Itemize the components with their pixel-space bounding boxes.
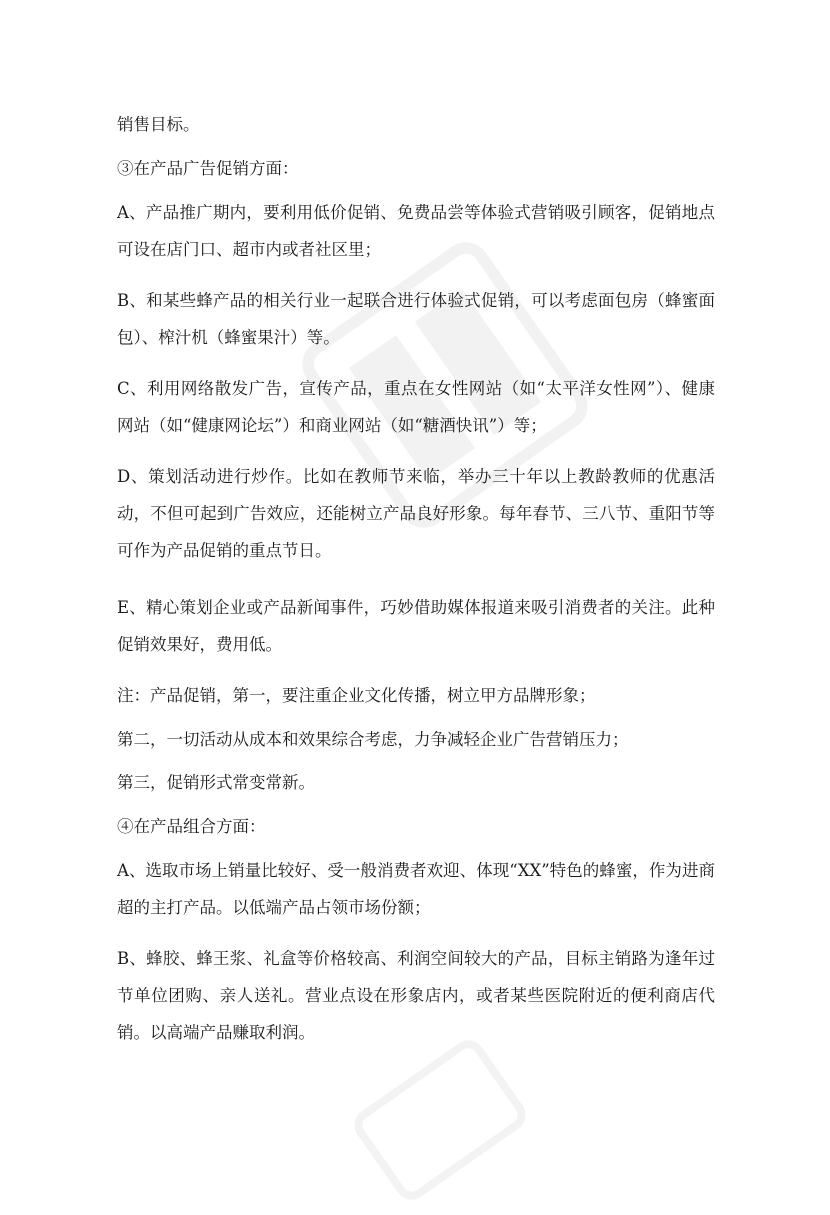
paragraph-note-third: 第三，促销形式常变常新。 (117, 773, 315, 792)
paragraph-ad-a: A、产品推广期内，要利用低价促销、免费品尝等体验式营销吸引顾客，促销地点可设在店门口、超市内或者社区里； (117, 203, 715, 259)
paragraph-ad-e: E、精心策划企业或产品新闻事件，巧妙借助媒体报道来吸引消费者的关注。此种促销效果好，费用低。 (117, 598, 715, 654)
paragraph-note-second: 第二，一切活动从成本和效果综合考虑，力争减轻企业广告营销压力； (117, 730, 629, 749)
watermark-logo-bottom (340, 1025, 540, 1215)
paragraph-note-first: 注：产品促销，第一，要注重企业文化传播，树立甲方品牌形象； (117, 686, 596, 705)
paragraph-product-mix-heading: ④在产品组合方面： (117, 817, 266, 836)
paragraph-sales-target: 销售目标。 (117, 115, 200, 134)
paragraph-ad-d: D、策划活动进行炒作。比如在教师节来临，举办三十年以上教龄教师的优惠活动，不但可起到广告效应，还能树立产品良好形象。每年春节、三八节、重阳节等可作为产品促销的重点节日。 (117, 467, 715, 560)
paragraph-mix-b: B、蜂胶、蜂王浆、礼盒等价格较高、利润空间较大的产品，目标主销路为逢年过节单位团购、亲人送礼。营业点设在形象店内，或者某些医院附近的便利商店代销。以高端产品赚取利润。 (117, 949, 715, 1042)
paragraph-ad-c: C、利用网络散发广告，宣传产品，重点在女性网站（如“太平洋女性网”）、健康网站（如“健康网论坛”）和商业网站（如“糖酒快讯”）等； (117, 379, 715, 435)
paragraph-mix-a: A、选取市场上销量比较好、受一般消费者欢迎、体现“XX”特色的蜂蜜，作为进商超的主打产品。以低端产品占领市场份额； (117, 861, 715, 917)
paragraph-ad-b: B、和某些蜂产品的相关行业一起联合进行体验式促销，可以考虑面包房（蜂蜜面包）、榨汁机（蜂蜜果汁）等。 (117, 291, 715, 347)
paragraph-ad-promotion-heading: ③在产品广告促销方面： (117, 159, 299, 178)
